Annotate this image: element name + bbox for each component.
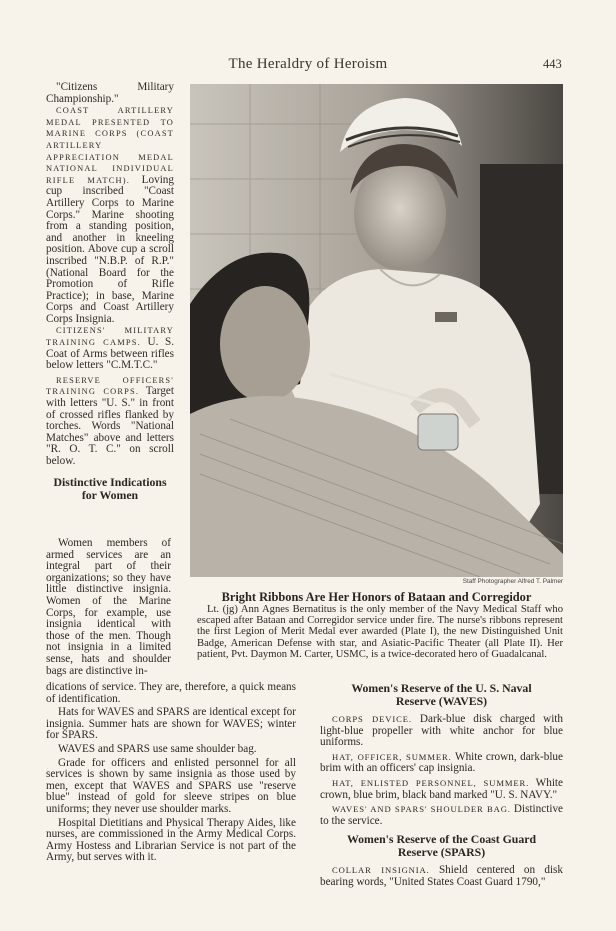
rotc-term: RESERVE OFFICERS' TRAINING CORPS. xyxy=(46,375,174,397)
waves-enlisted-hat-body: White crown, blue brim, black band marked "U. S. NAVY." xyxy=(320,776,563,801)
spars-collar-insignia-body: Shield centered on disk bearing words, "United States Coast Guard 1790," xyxy=(320,864,564,888)
waves-officer-hat-body: White crown, dark-blue brim with an officers' cap insignia. xyxy=(320,750,563,775)
waves-corps-device-body: Dark-blue disk charged with light-blue propeller with white anchor for blue uniforms. xyxy=(320,713,564,749)
waves-enlisted-hat xyxy=(320,778,563,801)
women-para4: Grade for officers and enlisted personnel for all services is shown by same insignia as those used by men, except that WAVES and SPARS use "reserve blue" instead of gold for sleeve stripes on blue uniforms; they never use shoulder marks. xyxy=(46,756,296,815)
coast-artillery-body: Loving cup inscribed "Coast Artillery Corps to Marine Corps." Marine shooting from a standing position, and another in kneeling position. Above cup a scroll inscribed "N.B.P. of R.P." (National Board for the Promotion of Rifle Practice); in base, Marine Corps and Coast Artillery Corps Insignia. xyxy=(46,173,174,325)
waves-corps-device-term: CORPS DEVICE. xyxy=(332,714,412,724)
cmtc-entry xyxy=(46,325,174,371)
women-para5: Hospital Dietitians and Physical Therapy Aides, like nurses, are commissioned in the Army Medical Corps. Army Hostess and Librarian Service is not part of the Army, but serves with it. xyxy=(46,816,296,864)
photo-credit: Staff Photographer Alfred T. Palmer xyxy=(462,578,563,585)
women-para3: WAVES and SPARS use same shoulder bag. xyxy=(58,742,257,755)
women-heading-line1: Distinctive Indications xyxy=(53,474,167,489)
rotc-body: Target with letters "U. S." in front of crossed rifles flanked by torches. Words "National Matches" above and letters "R. O. T. C." on scroll below. xyxy=(46,385,174,467)
waves-enlisted-hat-term: HAT, ENLISTED PERSONNEL, SUMMER. xyxy=(332,777,530,788)
women-heading xyxy=(46,476,174,502)
waves-shoulder-bag-term: WAVES' AND SPARS' SHOULDER BAG. xyxy=(332,804,511,815)
spars-heading-line2: Reserve (SPARS) xyxy=(397,845,486,860)
waves-heading-line1: Women's Reserve of the U. S. Naval xyxy=(351,681,532,695)
spars-heading xyxy=(320,833,563,859)
spars-collar-insignia-term: COLLAR INSIGNIA. xyxy=(332,865,430,876)
cmtc-term: CITIZENS' MILITARY TRAINING CAMPS. xyxy=(46,326,174,348)
photo-caption-body xyxy=(197,604,563,660)
women-intro-narrow xyxy=(46,538,171,677)
coast-artillery-entry xyxy=(46,105,174,325)
waves-heading xyxy=(320,682,563,708)
running-header: The Heraldry of Heroism xyxy=(228,56,388,72)
waves-officer-hat-term: HAT, OFFICER, SUMMER. xyxy=(332,751,452,762)
nurse-photograph xyxy=(190,84,563,577)
women-para2: Hats for WAVES and SPARS are identical except for insignia. Summer hats are shown for WAVES; winter for SPARS. xyxy=(46,706,296,742)
spars-heading-line1: Women's Reserve of the Coast Guard xyxy=(346,832,537,847)
spars-collar-insignia xyxy=(320,865,563,888)
photo-illustration xyxy=(190,84,563,577)
rotc-entry xyxy=(46,375,174,468)
waves-corps-device xyxy=(320,714,563,749)
photo-caption-text: Lt. (jg) Ann Agnes Bernatitus is the only member of the Navy Medical Staff who escaped after Bataan and Corregidor service under fire. The nurse's ribbons represent the first Legion of Merit Medal ever awarded (Plate I), the new Distinguished Unit Badge, American Defense with star, and Asiatic-Pacific Theater (all Plate II). Her patient, Pvt. Daymon M. Carter, USMC, is a twice-decorated hero of Guadalcanal. xyxy=(197,604,563,660)
page-number: 443 xyxy=(543,57,562,71)
cmtc-body: U. S. Coat of Arms between rifles below letters "C.M.T.C." xyxy=(46,336,174,372)
women-text-wide xyxy=(46,682,296,866)
photo-caption-title: Bright Ribbons Are Her Honors of Bataan and Corregidor xyxy=(221,590,532,604)
waves-officer-hat xyxy=(320,752,563,775)
left-column xyxy=(46,82,174,508)
coast-artillery-term: COAST ARTILLERY MEDAL PRESENTED TO MARINE CORPS (COAST ARTILLERY APPRECIATION MEDAL NATIONAL INDIVIDUAL RIFLE MATCH). xyxy=(46,106,174,185)
waves-heading-line2: Reserve (WAVES) xyxy=(395,694,488,708)
right-column xyxy=(320,682,563,892)
women-para1-narrow: Women members of armed services are an integral part of their organizations; so they have little distinctive insignia. Women of the Marine Corps, for example, use insignia identical with those of the men. Though not insignia in a limited sense, hats and shoulder bags are distinctive in- xyxy=(46,537,171,677)
waves-shoulder-bag xyxy=(320,804,563,827)
women-para1-cont: dications of service. They are, therefore, a quick means of identification. xyxy=(46,681,296,705)
waves-shoulder-bag-body: Distinctive to the service. xyxy=(320,803,564,827)
women-heading-line2: for Women xyxy=(81,487,139,502)
championship-text: "Citizens Military Championship." xyxy=(46,81,174,105)
